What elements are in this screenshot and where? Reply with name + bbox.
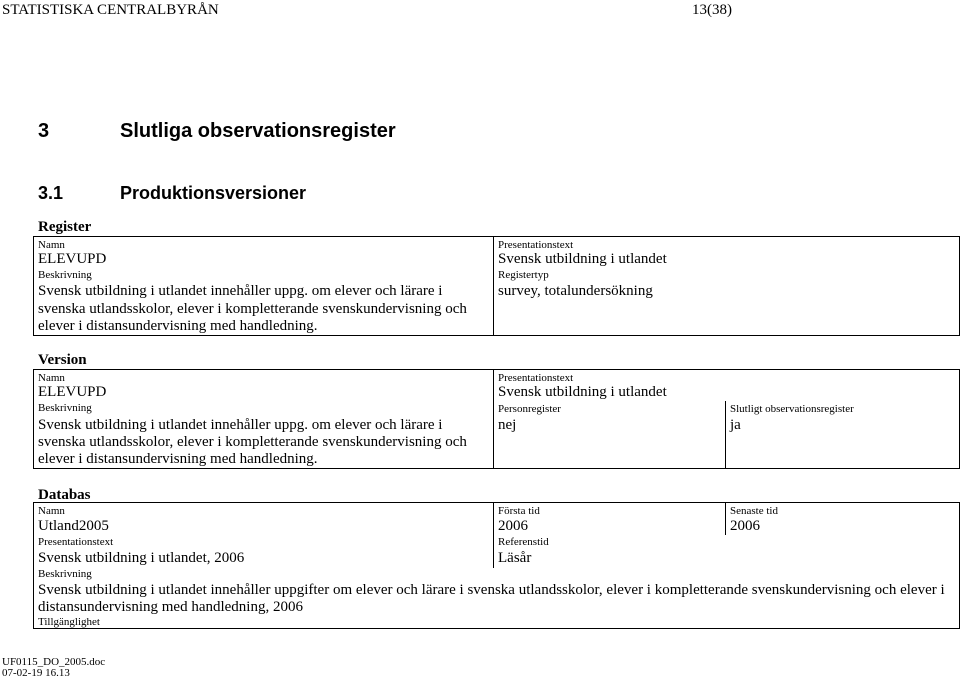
register-beskrivning-line-1: Svensk utbildning i utlandet innehåller uppg. om elever och lärare i bbox=[38, 283, 443, 299]
footer-file: UF0115_DO_2005.doc bbox=[2, 656, 106, 668]
register-beskrivning-line-3: elever i distansundervisning med handledning. bbox=[38, 318, 318, 334]
version-namn-label: Namn bbox=[38, 372, 65, 384]
version-personregister-value: nej bbox=[498, 417, 517, 433]
databas-referenstid-value: Läsår bbox=[498, 550, 532, 566]
heading-title: Slutliga observationsregister bbox=[120, 120, 396, 142]
version-personregister-label: Personregister bbox=[498, 403, 561, 415]
register-registertyp-value: survey, totalundersökning bbox=[498, 283, 653, 299]
subheading-title: Produktionsversioner bbox=[120, 183, 307, 203]
databas-forsta-tid-value: 2006 bbox=[498, 518, 528, 534]
version-namn-value: ELEVUPD bbox=[38, 384, 107, 400]
databas-senaste-tid-label: Senaste tid bbox=[730, 505, 778, 517]
register-beskrivning-label: Beskrivning bbox=[38, 269, 92, 281]
version-section-title: Version bbox=[38, 352, 87, 368]
databas-presentationstext-label: Presentationstext bbox=[38, 536, 114, 548]
databas-forsta-tid-label: Första tid bbox=[498, 505, 540, 517]
databas-beskrivning-label: Beskrivning bbox=[38, 568, 92, 580]
databas-beskrivning-line-1: Svensk utbildning i utlandet innehåller uppgifter om elever och lärare i svenska utlandsskolor, elever i kompletterande svenskundervisning och elever i bbox=[38, 582, 945, 598]
register-beskrivning-line-2: svenska utlandsskolor, elever i kompletterande svenskundervisning och bbox=[38, 301, 467, 317]
version-slutligt-value: ja bbox=[730, 417, 741, 433]
version-divider-2 bbox=[725, 401, 726, 469]
heading-number: 3 bbox=[38, 120, 50, 142]
databas-senaste-tid-value: 2006 bbox=[730, 518, 760, 534]
register-namn-label: Namn bbox=[38, 239, 65, 251]
register-section-title: Register bbox=[38, 219, 92, 235]
footer-date: 07-02-19 16.13 bbox=[2, 667, 70, 679]
databas-divider-2 bbox=[725, 502, 726, 535]
version-divider-1 bbox=[493, 369, 494, 469]
register-namn-value: ELEVUPD bbox=[38, 251, 107, 267]
register-registertyp-label: Registertyp bbox=[498, 269, 549, 281]
version-presentationstext-label: Presentationstext bbox=[498, 372, 574, 384]
page-number: 13(38) bbox=[692, 2, 732, 18]
version-slutligt-label: Slutligt observationsregister bbox=[730, 403, 854, 415]
databas-namn-label: Namn bbox=[38, 505, 65, 517]
org-name: STATISTISKA CENTRALBYRÅN bbox=[2, 2, 219, 18]
databas-presentationstext-value: Svensk utbildning i utlandet, 2006 bbox=[38, 550, 245, 566]
register-presentationstext-value: Svensk utbildning i utlandet bbox=[498, 251, 667, 267]
version-beskrivning-label: Beskrivning bbox=[38, 402, 92, 414]
databas-namn-value: Utland2005 bbox=[38, 518, 109, 534]
subheading-number: 3.1 bbox=[38, 183, 64, 203]
databas-section-title: Databas bbox=[38, 487, 91, 503]
version-beskrivning-line-3: elever i distansundervisning med handledning. bbox=[38, 451, 318, 467]
databas-referenstid-label: Referenstid bbox=[498, 536, 549, 548]
register-presentationstext-label: Presentationstext bbox=[498, 239, 574, 251]
databas-divider-1 bbox=[493, 502, 494, 568]
version-beskrivning-line-2: svenska utlandsskolor, elever i kompletterande svenskundervisning och bbox=[38, 434, 467, 450]
databas-beskrivning-line-2: distansundervisning med handledning, 2006 bbox=[38, 599, 303, 615]
version-beskrivning-line-1: Svensk utbildning i utlandet innehåller uppg. om elever och lärare i bbox=[38, 417, 443, 433]
databas-tillganglighet-label: Tillgänglighet bbox=[38, 616, 100, 628]
register-divider bbox=[493, 236, 494, 336]
version-presentationstext-value: Svensk utbildning i utlandet bbox=[498, 384, 667, 400]
